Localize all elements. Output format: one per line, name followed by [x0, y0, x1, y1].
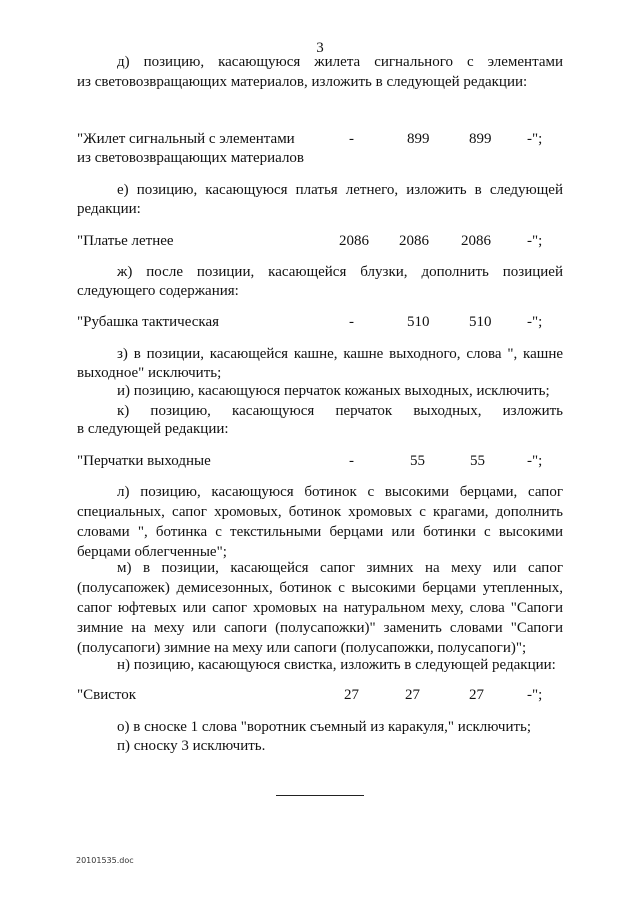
item-k-line2: в следующей редакции:: [77, 421, 229, 437]
item-p: п) сноску 3 исключить.: [117, 738, 266, 754]
row-cell: 2086: [461, 233, 491, 249]
row-name: "Свисток: [77, 687, 137, 703]
divider-line: [276, 795, 364, 796]
row-cell: 27: [405, 687, 420, 703]
row-cell: -";: [527, 314, 543, 330]
row-cell: 2086: [399, 233, 429, 249]
row-cell: 2086: [339, 233, 369, 249]
row-name: "Рубашка тактическая: [77, 314, 219, 330]
row-cell: -: [349, 314, 354, 330]
row-cell: -: [349, 453, 354, 469]
row-cell: 27: [344, 687, 359, 703]
row-cell: -: [349, 131, 354, 147]
item-zh-line2: следующего содержания:: [77, 283, 239, 299]
row-name: из световозвращающих материалов: [77, 150, 305, 166]
item-d-line2: из световозвращающих материалов, изложить в следующей редакции:: [77, 74, 528, 90]
row-cell: 899: [407, 131, 430, 147]
row-cell: 27: [469, 687, 484, 703]
row-cell: 510: [469, 314, 492, 330]
item-i: и) позицию, касающуюся перчаток кожаных выходных, исключить;: [117, 383, 550, 399]
item-d-line1: д) позицию, касающуюся жилета сигнального с элементами: [117, 54, 563, 70]
row-name: "Жилет сигнальный с элементами: [77, 131, 295, 147]
page-number: 3: [316, 40, 324, 56]
item-n: н) позицию, касающуюся свистка, изложить в следующей редакции:: [117, 657, 556, 673]
row-cell: 510: [407, 314, 430, 330]
row-name: "Перчатки выходные: [77, 453, 211, 469]
document-id: 20101535.doc: [76, 856, 134, 865]
row-cell: 899: [469, 131, 492, 147]
item-m: м) в позиции, касающейся сапог зимних на меху или сапог (полусапожек) демисезонных, ботинок с высокими берцами утепленных, сапог юфтевых или сапог хромовых на натуральном меху, слова "Сапоги зимние на меху или сапоги (полусапожки)" заменить словами "Сапоги (полусапоги) зимние на меху или сапоги (полусапожки, полусапоги)";: [77, 560, 563, 656]
item-e-line1: е) позицию, касающуюся платья летнего, изложить в следующей: [117, 182, 563, 198]
item-o: о) в сноске 1 слова "воротник съемный из каракуля," исключить;: [117, 719, 532, 735]
row-cell: 55: [470, 453, 485, 469]
row-cell: -";: [527, 453, 543, 469]
item-k-line1: к) позицию, касающуюся перчаток выходных, изложить: [117, 403, 563, 419]
item-e-line2: редакции:: [77, 201, 141, 217]
row-name: "Платье летнее: [77, 233, 174, 249]
row-cell: -";: [527, 687, 543, 703]
item-z-line2: выходное" исключить;: [77, 365, 222, 381]
item-l: л) позицию, касающуюся ботинок с высокими берцами, сапог специальных, сапог хромовых, ботинок хромовых с крагами, дополнить словами ", ботинка с текстильными берцами или ботинки с высокими берцами облегченные";: [77, 484, 563, 560]
item-zh-line1: ж) после позиции, касающейся блузки, дополнить позицией: [117, 264, 563, 280]
item-z-line1: з) в позиции, касающейся кашне, кашне выходного, слова ", кашне: [117, 346, 563, 362]
row-cell: -";: [527, 131, 543, 147]
row-cell: 55: [410, 453, 425, 469]
row-cell: -";: [527, 233, 543, 249]
